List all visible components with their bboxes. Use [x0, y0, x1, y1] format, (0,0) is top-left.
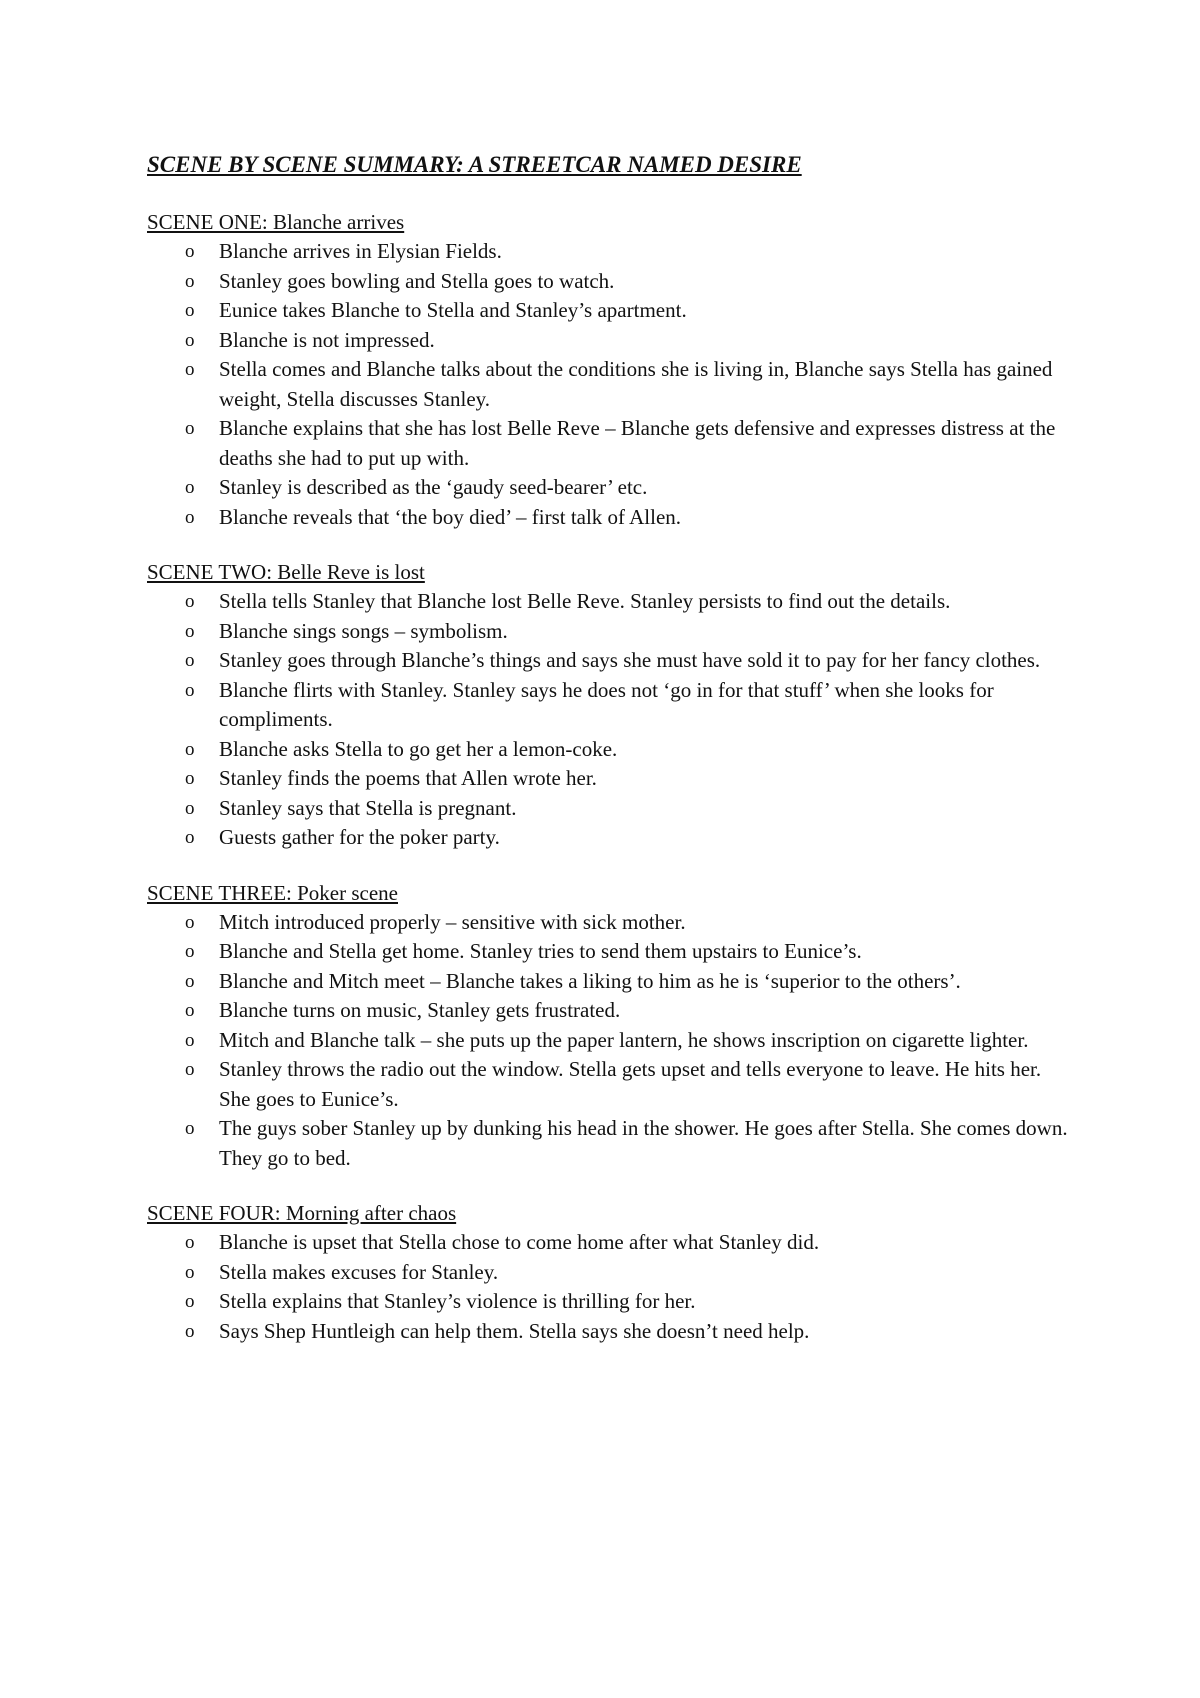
list-item	[147, 473, 1077, 503]
bullet-marker: o	[185, 797, 195, 819]
list-item	[147, 587, 1077, 617]
bullet-marker: o	[185, 1261, 195, 1283]
document-page	[147, 150, 1077, 1372]
bullet-marker: o	[185, 911, 195, 933]
bullet-text: Blanche explains that she has lost Belle Reve – Blanche gets defensive and expresses distress at the deaths she had to put up with.	[219, 416, 1056, 470]
bullet-marker: o	[185, 300, 195, 321]
bullet-marker: o	[185, 1320, 195, 1342]
list-item	[147, 996, 1077, 1026]
bullet-text: Eunice takes Blanche to Stella and Stanley’s apartment.	[219, 298, 687, 322]
bullet-marker: o	[185, 1118, 195, 1139]
bullet-text: Stella makes excuses for Stanley.	[219, 1259, 499, 1284]
bullet-marker: o	[185, 270, 195, 292]
list-item	[147, 326, 1077, 356]
bullet-text: Blanche sings songs – symbolism.	[219, 618, 508, 643]
bullet-marker: o	[185, 1059, 195, 1080]
list-item	[147, 646, 1077, 676]
scene-heading: SCENE THREE: Poker scene	[147, 880, 398, 905]
scene-heading: SCENE FOUR: Morning after chaos	[147, 1201, 457, 1225]
bullet-text: Stella comes and Blanche talks about the conditions she is living in, Blanche says Stella has gained weight, Stella discusses Stanley.	[219, 357, 1053, 411]
list-item	[147, 1026, 1077, 1056]
scene-heading: SCENE ONE: Blanche arrives	[147, 210, 405, 234]
list-item	[147, 503, 1077, 533]
bullet-marker: o	[185, 827, 195, 848]
scene-bullet-list	[147, 1228, 1077, 1346]
list-item	[147, 1317, 1077, 1347]
bullet-text: Stanley finds the poems that Allen wrote her.	[219, 766, 597, 790]
bullet-marker: o	[185, 620, 195, 642]
bullet-marker: o	[185, 359, 195, 380]
bullet-text: Stanley goes through Blanche’s things and says she must have sold it to pay for her fancy clothes.	[219, 648, 1041, 672]
bullet-text: Stanley is described as the ‘gaudy seed-bearer’ etc.	[219, 475, 648, 499]
bullet-text: Guests gather for the poker party.	[219, 825, 500, 849]
scene-bullet-list	[147, 237, 1077, 532]
bullet-text: Blanche is upset that Stella chose to come home after what Stanley did.	[219, 1230, 820, 1254]
bullet-marker: o	[185, 477, 195, 498]
bullet-marker: o	[185, 418, 195, 439]
bullet-marker: o	[185, 1291, 195, 1312]
bullet-marker: o	[185, 650, 195, 671]
bullet-text: Blanche and Stella get home. Stanley tries to send them upstairs to Eunice’s.	[219, 939, 862, 963]
bullet-text: Blanche arrives in Elysian Fields.	[219, 239, 502, 263]
list-item	[147, 676, 1077, 735]
bullet-text: Blanche and Mitch meet – Blanche takes a liking to him as he is ‘superior to the others’.	[219, 968, 961, 993]
list-item	[147, 937, 1077, 967]
scene-section	[147, 879, 1077, 1174]
list-item	[147, 1055, 1077, 1114]
bullet-text: Blanche asks Stella to go get her a lemon-coke.	[219, 736, 618, 761]
bullet-text: Stanley says that Stella is pregnant.	[219, 795, 517, 820]
bullet-text: Blanche turns on music, Stanley gets frustrated.	[219, 998, 621, 1022]
bullet-marker: o	[185, 241, 195, 262]
list-item	[147, 1258, 1077, 1288]
scene-heading: SCENE TWO: Belle Reve is lost	[147, 560, 425, 584]
sections-container	[147, 208, 1077, 1346]
bullet-marker: o	[185, 1232, 195, 1253]
bullet-marker: o	[185, 1000, 195, 1021]
bullet-marker: o	[185, 1029, 195, 1051]
bullet-text: Stanley throws the radio out the window. Stella gets upset and tells everyone to leave. He hits her. She goes to Eunice’s.	[219, 1057, 1042, 1111]
bullet-marker: o	[185, 941, 195, 962]
list-item	[147, 735, 1077, 765]
list-item	[147, 908, 1077, 938]
scene-bullet-list	[147, 908, 1077, 1174]
list-item	[147, 296, 1077, 326]
bullet-text: Blanche reveals that ‘the boy died’ – first talk of Allen.	[219, 504, 682, 529]
bullet-marker: o	[185, 738, 195, 760]
list-item	[147, 237, 1077, 267]
list-item	[147, 1287, 1077, 1317]
bullet-marker: o	[185, 591, 195, 612]
bullet-marker: o	[185, 768, 195, 789]
bullet-text: Mitch and Blanche talk – she puts up the paper lantern, he shows inscription on cigarette lighter.	[219, 1027, 1029, 1052]
bullet-marker: o	[185, 506, 195, 528]
list-item	[147, 1228, 1077, 1258]
bullet-text: Mitch introduced properly – sensitive with sick mother.	[219, 909, 686, 934]
list-item	[147, 764, 1077, 794]
list-item	[147, 355, 1077, 414]
bullet-text: Blanche is not impressed.	[219, 327, 435, 352]
bullet-text: Says Shep Huntleigh can help them. Stella says she doesn’t need help.	[219, 1318, 810, 1343]
bullet-text: Stella tells Stanley that Blanche lost Belle Reve. Stanley persists to find out the details.	[219, 589, 951, 613]
scene-section	[147, 558, 1077, 853]
scene-section	[147, 208, 1077, 532]
document-title: SCENE BY SCENE SUMMARY: A STREETCAR NAMED DESIRE	[147, 152, 802, 177]
scene-section	[147, 1199, 1077, 1346]
bullet-text: Blanche flirts with Stanley. Stanley says he does not ‘go in for that stuff’ when she looks for compliments.	[219, 677, 994, 731]
list-item	[147, 794, 1077, 824]
list-item	[147, 823, 1077, 853]
list-item	[147, 617, 1077, 647]
bullet-text: The guys sober Stanley up by dunking his head in the shower. He goes after Stella. She comes down. They go to bed.	[219, 1116, 1068, 1170]
bullet-text: Stella explains that Stanley’s violence is thrilling for her.	[219, 1289, 696, 1313]
bullet-marker: o	[185, 970, 195, 992]
scene-bullet-list	[147, 587, 1077, 853]
bullet-text: Stanley goes bowling and Stella goes to watch.	[219, 268, 615, 293]
bullet-marker: o	[185, 679, 195, 701]
list-item	[147, 414, 1077, 473]
list-item	[147, 967, 1077, 997]
bullet-marker: o	[185, 329, 195, 351]
list-item	[147, 1114, 1077, 1173]
list-item	[147, 267, 1077, 297]
